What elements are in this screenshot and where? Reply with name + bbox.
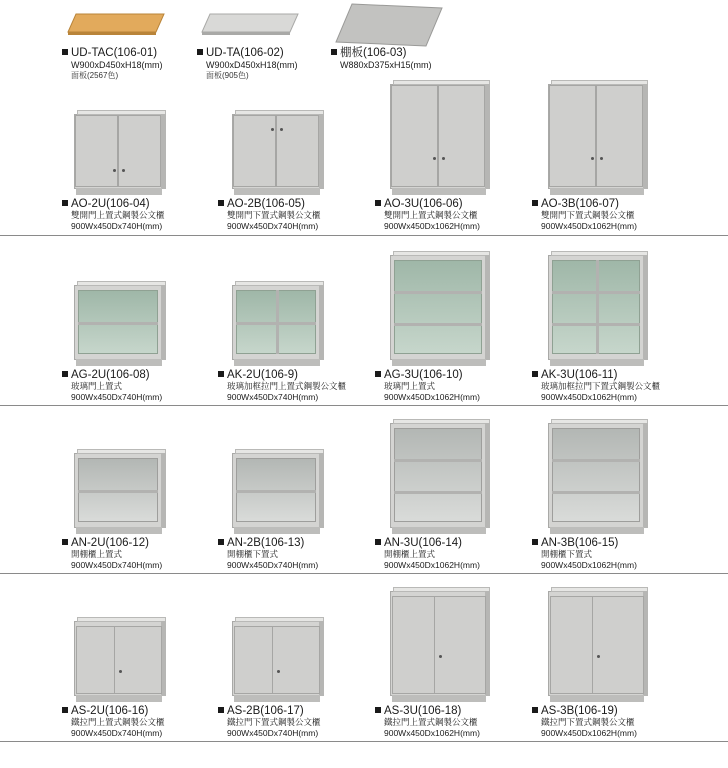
product-dimensions: 900Wx450Dx740H(mm)	[71, 560, 163, 570]
product-description: 雙開門上置式鋼製公文櫃	[71, 210, 165, 220]
bullet-icon	[375, 200, 381, 206]
cabinet-image-sliding	[390, 587, 490, 702]
door-knob	[271, 128, 274, 131]
cabinet-door	[233, 115, 276, 187]
product-model: AO-2B(106-05)	[227, 198, 305, 210]
top-item-ud-tac	[62, 47, 163, 81]
product-description: 玻璃加框拉門下置式鋼製公文櫃	[541, 381, 661, 391]
product-description: 雙開門下置式鋼製公文櫃	[541, 210, 635, 220]
top-item-name: UD-TA(106-02)	[206, 47, 284, 59]
door-knob	[280, 128, 283, 131]
product-dimensions: 900Wx450Dx1062H(mm)	[384, 728, 480, 738]
product-dimensions: 900Wx450Dx1062H(mm)	[541, 392, 637, 402]
product-caption	[532, 198, 682, 231]
top-item-name: 棚板(106-03)	[340, 47, 407, 59]
sliding-door	[114, 626, 162, 694]
product-model: AO-3B(106-07)	[541, 198, 619, 210]
product-description: 雙開門下置式鋼製公文櫃	[227, 210, 321, 220]
product-dimensions: 900Wx450Dx740H(mm)	[227, 728, 319, 738]
cabinet-shelf	[78, 490, 158, 493]
product-model: AN-3U(106-14)	[384, 537, 462, 549]
cabinet-shelf	[552, 459, 640, 462]
cabinet-shelf	[394, 491, 482, 494]
sliding-door	[272, 626, 320, 694]
cabinet-image-open	[548, 419, 648, 534]
product-dimensions: 900Wx450Dx740H(mm)	[227, 560, 319, 570]
door-knob	[277, 670, 280, 673]
product-dimensions: 900Wx450Dx1062H(mm)	[541, 560, 637, 570]
product-model: AN-3B(106-15)	[541, 537, 619, 549]
top-item-shelf	[331, 47, 432, 71]
cabinet-image-two-door	[390, 80, 490, 195]
bullet-icon	[218, 707, 224, 713]
product-model: AS-3U(106-18)	[384, 705, 462, 717]
product-caption	[375, 369, 525, 402]
cabinet-image-sliding	[232, 617, 324, 702]
cabinet-image-glass	[390, 251, 490, 366]
product-description: 開棚櫃下置式	[541, 549, 593, 559]
cabinet-door	[276, 115, 319, 187]
door-knob	[442, 157, 445, 160]
bullet-icon	[331, 49, 337, 55]
cabinet-shelf	[552, 491, 640, 494]
cabinet-image-open	[74, 449, 166, 534]
product-caption	[532, 537, 682, 570]
product-model: AO-2U(106-04)	[71, 198, 150, 210]
product-model: AK-2U(106-9)	[227, 369, 298, 381]
product-dimensions: 900Wx450Dx1062H(mm)	[384, 221, 480, 231]
top-item-finish: 面板(2567色)	[71, 71, 119, 80]
bullet-icon	[375, 371, 381, 377]
product-dimensions: 900Wx450Dx740H(mm)	[71, 728, 163, 738]
cabinet-door	[438, 85, 485, 187]
cabinet-shelf	[394, 323, 482, 326]
product-caption	[62, 369, 212, 402]
product-model: AS-3B(106-19)	[541, 705, 618, 717]
door-knob	[600, 157, 603, 160]
row-divider	[0, 405, 728, 406]
product-model: AS-2B(106-17)	[227, 705, 304, 717]
door-frame-divider	[276, 290, 279, 354]
open-shelf-interior	[552, 428, 640, 522]
cabinet-shelf	[236, 490, 316, 493]
cabinet-door	[118, 115, 161, 187]
door-frame-divider	[596, 260, 599, 354]
ud-tac-panel-image	[66, 12, 166, 36]
bullet-icon	[218, 371, 224, 377]
product-caption	[62, 705, 212, 738]
product-caption	[375, 198, 525, 231]
top-item-name: UD-TAC(106-01)	[71, 47, 158, 59]
top-item-ud-ta	[197, 47, 298, 81]
cabinet-shelf	[78, 322, 158, 325]
bullet-icon	[375, 707, 381, 713]
product-caption	[218, 537, 368, 570]
cabinet-image-glass	[74, 281, 166, 366]
product-dimensions: 900Wx450Dx1062H(mm)	[541, 221, 637, 231]
product-description: 鐵拉門下置式鋼製公文櫃	[541, 717, 635, 727]
product-description: 玻璃加框拉門上置式鋼製公文櫃	[227, 381, 347, 391]
product-model: AS-2U(106-16)	[71, 705, 149, 717]
door-knob	[597, 655, 600, 658]
product-caption	[62, 198, 212, 231]
product-description: 鐵拉門上置式鋼製公文櫃	[384, 717, 478, 727]
product-description: 開棚櫃下置式	[227, 549, 279, 559]
product-description: 玻璃門上置式	[384, 381, 436, 391]
sliding-door	[434, 596, 486, 694]
door-knob	[433, 157, 436, 160]
cabinet-door	[549, 85, 596, 187]
product-caption	[218, 369, 368, 402]
product-caption	[62, 537, 212, 570]
sliding-door	[592, 596, 644, 694]
row-divider	[0, 573, 728, 574]
top-item-finish: 面板(905色)	[206, 71, 249, 80]
door-knob	[119, 670, 122, 673]
product-model: AN-2B(106-13)	[227, 537, 305, 549]
product-model: AK-3U(106-11)	[541, 369, 618, 381]
cabinet-image-sliding	[74, 617, 166, 702]
product-description: 雙開門上置式鋼製公文櫃	[384, 210, 478, 220]
product-model: AN-2U(106-12)	[71, 537, 149, 549]
top-item-dim: W900xD450xH18(mm)	[206, 60, 298, 70]
cabinet-image-sliding	[548, 587, 648, 702]
product-model: AG-3U(106-10)	[384, 369, 463, 381]
product-dimensions: 900Wx450Dx1062H(mm)	[384, 560, 480, 570]
product-description: 鐵拉門下置式鋼製公文櫃	[227, 717, 321, 727]
product-dimensions: 900Wx450Dx740H(mm)	[71, 221, 163, 231]
bullet-icon	[532, 539, 538, 545]
bullet-icon	[62, 371, 68, 377]
product-model: AG-2U(106-08)	[71, 369, 150, 381]
glass-interior	[394, 260, 482, 354]
bullet-icon	[62, 200, 68, 206]
cabinet-shelf	[394, 291, 482, 294]
product-caption	[532, 369, 682, 402]
product-description: 開棚櫃上置式	[384, 549, 436, 559]
cabinet-image-open	[232, 449, 324, 534]
top-item-dim: W880xD375xH15(mm)	[340, 60, 432, 70]
bullet-icon	[532, 707, 538, 713]
bullet-icon	[532, 200, 538, 206]
bullet-icon	[62, 49, 68, 55]
product-model: AO-3U(106-06)	[384, 198, 463, 210]
cabinet-door	[391, 85, 438, 187]
open-shelf-interior	[394, 428, 482, 522]
row-divider	[0, 741, 728, 742]
ud-ta-panel-image	[200, 12, 300, 36]
product-dimensions: 900Wx450Dx740H(mm)	[227, 221, 319, 231]
product-caption	[218, 705, 368, 738]
cabinet-image-open	[390, 419, 490, 534]
product-dimensions: 900Wx450Dx740H(mm)	[227, 392, 319, 402]
product-description: 開棚櫃上置式	[71, 549, 123, 559]
door-knob	[591, 157, 594, 160]
cabinet-image-two-door	[74, 110, 166, 195]
cabinet-door	[75, 115, 118, 187]
product-caption	[375, 537, 525, 570]
door-knob	[439, 655, 442, 658]
cabinet-door	[596, 85, 643, 187]
cabinet-image-framed-glass	[232, 281, 324, 366]
top-item-dim: W900xD450xH18(mm)	[71, 60, 163, 70]
cabinet-image-two-door	[232, 110, 324, 195]
bullet-icon	[218, 200, 224, 206]
bullet-icon	[532, 371, 538, 377]
bullet-icon	[218, 539, 224, 545]
product-dimensions: 900Wx450Dx1062H(mm)	[541, 728, 637, 738]
product-description: 玻璃門上置式	[71, 381, 123, 391]
product-caption	[218, 198, 368, 231]
product-dimensions: 900Wx450Dx740H(mm)	[71, 392, 163, 402]
row-divider	[0, 235, 728, 236]
product-caption	[532, 705, 682, 738]
bullet-icon	[375, 539, 381, 545]
bullet-icon	[62, 539, 68, 545]
product-caption	[375, 705, 525, 738]
door-knob	[113, 169, 116, 172]
product-description: 鐵拉門上置式鋼製公文櫃	[71, 717, 165, 727]
door-knob	[122, 169, 125, 172]
bullet-icon	[62, 707, 68, 713]
cabinet-shelf	[394, 459, 482, 462]
shelf-board-image	[334, 2, 444, 50]
bullet-icon	[197, 49, 203, 55]
product-dimensions: 900Wx450Dx1062H(mm)	[384, 392, 480, 402]
cabinet-image-framed-glass	[548, 251, 648, 366]
cabinet-image-two-door	[548, 80, 648, 195]
